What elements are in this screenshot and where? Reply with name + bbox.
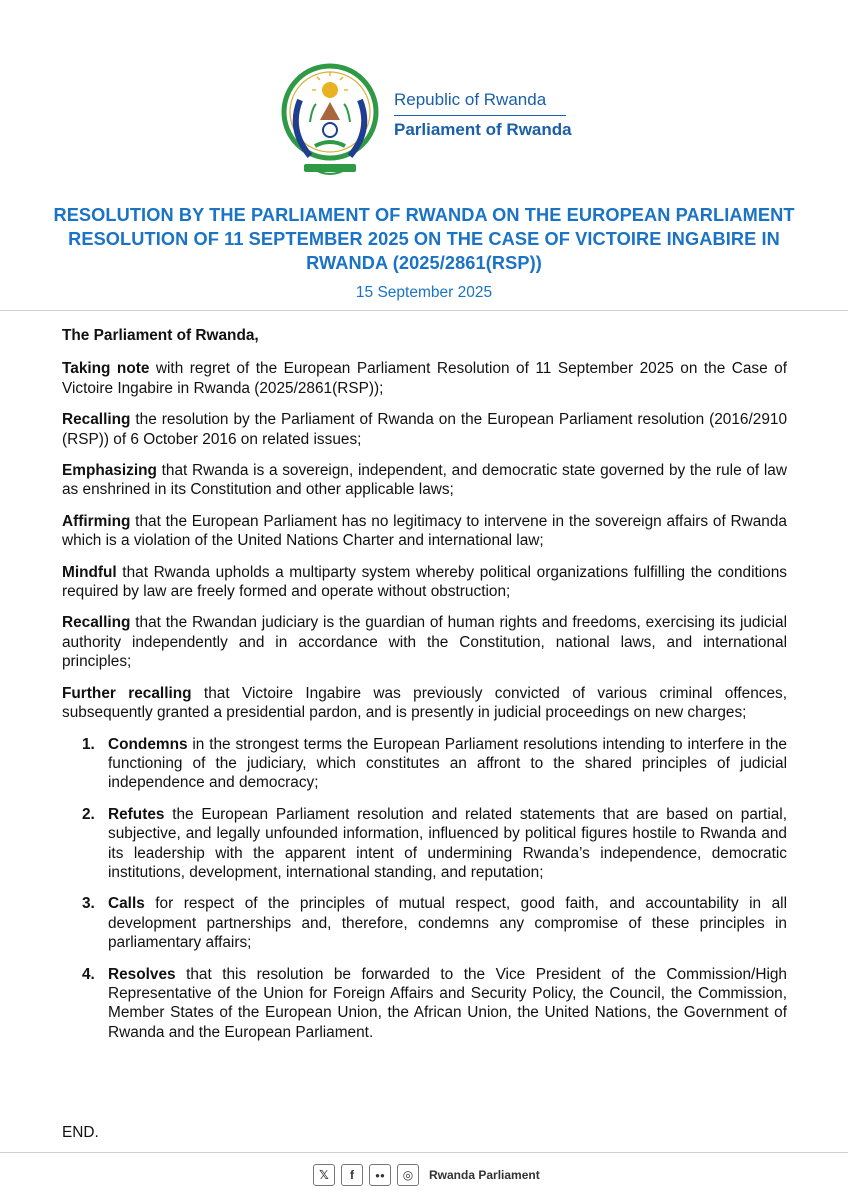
- preamble-lead: Recalling: [62, 614, 131, 632]
- clause-text: in the strongest terms the European Parliament resolutions intending to interfere in the functioning of the judiciary, which constitutes an affront to the shared principles of judicial independence and democracy;: [108, 735, 787, 792]
- preamble-lead: Emphasizing: [62, 462, 157, 480]
- facebook-icon[interactable]: f: [341, 1164, 363, 1186]
- preamble-lead: Recalling: [62, 411, 131, 429]
- clause-text: for respect of the principles of mutual respect, good faith, and accountability in all development partnerships and, therefore, condemns any compromise of these principles in parliamentary affairs;: [108, 895, 787, 952]
- preamble-lead: Affirming: [62, 512, 131, 530]
- instagram-icon[interactable]: ◎: [397, 1164, 419, 1186]
- operative-clause: [62, 805, 787, 883]
- preamble-paragraph: [62, 684, 787, 723]
- preamble-text: that Rwanda is a sovereign, independent, and democratic state governed by the rule of law as enshrined in its Constitution and other applicable laws;: [62, 462, 787, 499]
- parliament-name: Parliament of Rwanda: [394, 120, 572, 139]
- operative-clauses: [62, 735, 787, 1043]
- preamble-text: the resolution by the Parliament of Rwanda on the European Parliament resolution (2016/2910 (RSP)) of 6 October 2016 on related issues;: [62, 411, 787, 448]
- footer-divider: [0, 1152, 848, 1153]
- preamble-lead: Further recalling: [62, 684, 192, 702]
- preamble-paragraph: [62, 359, 787, 398]
- flickr-icon[interactable]: ●●: [369, 1164, 391, 1186]
- preamble-paragraph: [62, 461, 787, 500]
- preamble-paragraph: [62, 512, 787, 551]
- preamble-text: that Rwanda upholds a multiparty system whereby political organizations fulfilling the conditions required by law are freely formed and operate without obstruction;: [62, 563, 787, 601]
- clause-number: 3.: [82, 895, 95, 913]
- clause-number: 4.: [82, 965, 95, 983]
- clause-lead: Calls: [108, 895, 145, 913]
- operative-clause: [62, 965, 787, 1043]
- footer-social: [313, 1162, 540, 1188]
- letterhead-divider: [394, 115, 566, 116]
- letterhead: [0, 52, 848, 192]
- preamble-text: that the European Parliament has no legitimacy to intervene in the sovereign affairs of Rwanda which is a violation of the United Nations Charter and international law;: [62, 512, 787, 550]
- preamble-paragraph: [62, 563, 787, 602]
- preamble-lead: Taking note: [62, 360, 150, 378]
- preamble-text: with regret of the European Parliament Resolution of 11 September 2025 on the Case of Victoire Ingabire in Rwanda (2025/2861(RSP));: [62, 360, 787, 397]
- clause-text: that this resolution be forwarded to the Vice President of the Commission/High Representative of the Union for Foreign Affairs and Security Policy, the Council, the Commission, Member States of the European Union, the African Union, the United Nations, the Government of Rwanda and the European Parliament.: [108, 965, 787, 1041]
- preamble-paragraph: [62, 613, 787, 671]
- header-divider: [0, 310, 848, 311]
- clause-number: 2.: [82, 805, 95, 823]
- document-body: [62, 326, 787, 1054]
- clause-lead: Condemns: [108, 735, 188, 753]
- x-icon[interactable]: 𝕏: [313, 1164, 335, 1186]
- clause-number: 1.: [82, 735, 95, 753]
- operative-clause: [62, 894, 787, 952]
- preamble-text: that Victoire Ingabire was previously convicted of various criminal offences, subsequently granted a presidential pardon, and is presently in judicial proceedings on new charges;: [62, 684, 787, 722]
- document-date: 15 September 2025: [355, 284, 493, 301]
- opening-line: The Parliament of Rwanda,: [62, 327, 259, 344]
- preamble-text: that the Rwandan judiciary is the guardian of human rights and freedoms, exercising its judicial authority independently and in accordance with the Constitution, national laws, and international principles;: [62, 614, 787, 671]
- closing-end: END.: [62, 1124, 99, 1141]
- document-title: RESOLUTION BY THE PARLIAMENT OF RWANDA ON THE EUROPEAN PARLIAMENT RESOLUTION OF 11 SEPTEMBER 2025 ON THE CASE OF VICTOIRE INGABIRE IN RWANDA (2025/2861(RSP)): [53, 205, 795, 273]
- clause-lead: Refutes: [108, 805, 165, 823]
- national-seal-icon: [280, 60, 380, 184]
- footer-label: Rwanda Parliament: [429, 1168, 540, 1182]
- preamble-paragraph: [62, 410, 787, 449]
- republic-name: Republic of Rwanda: [394, 90, 547, 109]
- operative-clause: [62, 735, 787, 793]
- clause-lead: Resolves: [108, 965, 176, 983]
- preamble-lead: Mindful: [62, 563, 117, 581]
- clause-text: the European Parliament resolution and related statements that are based on partial, subjective, and legally unfounded information, influenced by political figures hostile to Rwanda and its leadership with the apparent intent of undermining Rwanda’s independence, democratic institutions, development, international standing, and reputation;: [108, 805, 787, 881]
